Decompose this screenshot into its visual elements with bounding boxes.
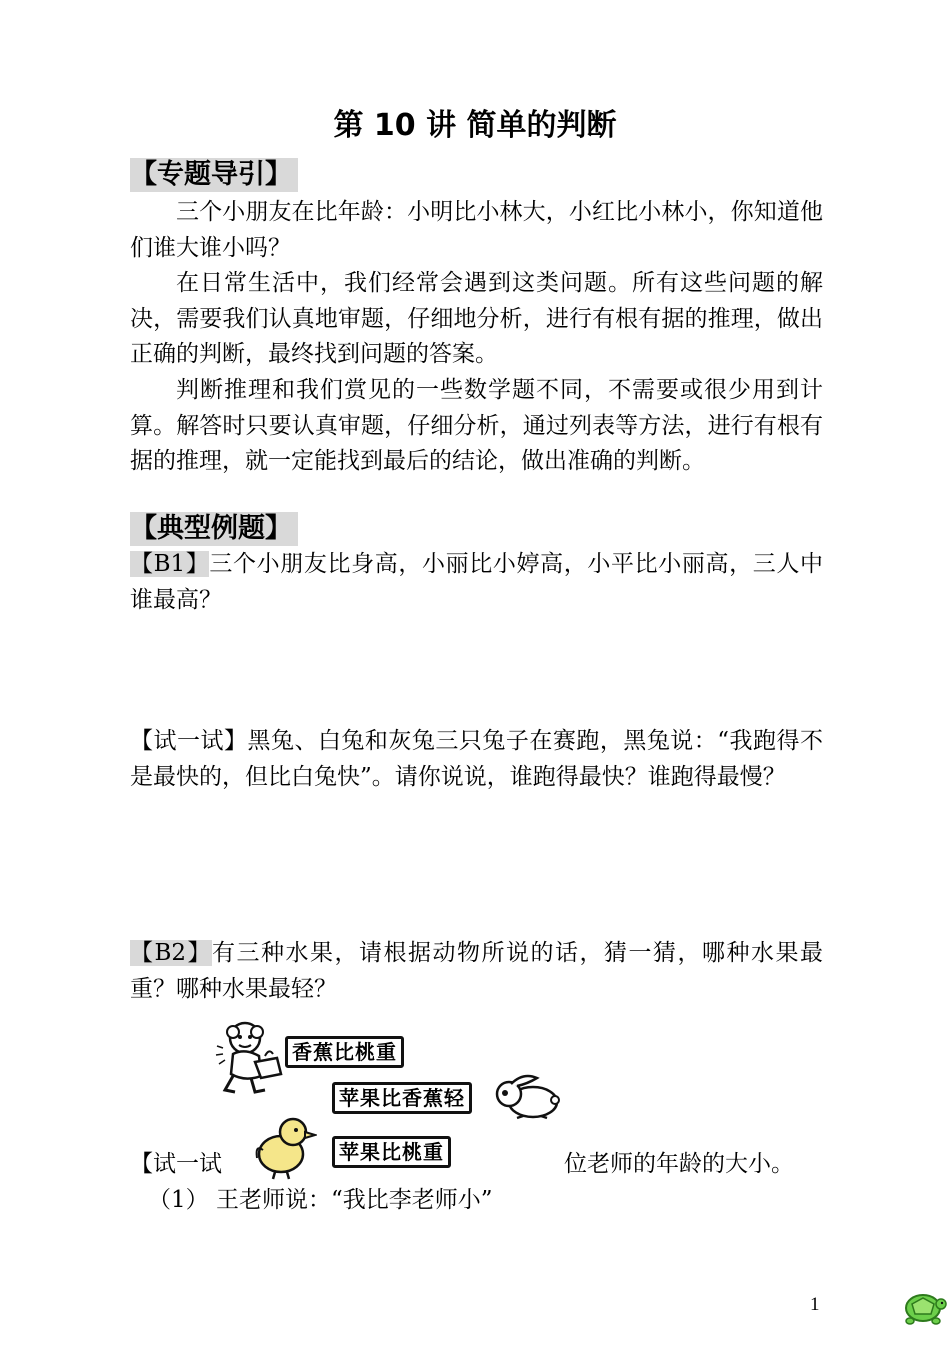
page-title: 第 10 讲 简单的判断 bbox=[333, 108, 617, 143]
speech-sign-2: 苹果比香蕉轻 bbox=[332, 1082, 472, 1114]
example-tag: 【B1】 bbox=[130, 551, 210, 577]
example-b1 bbox=[130, 547, 823, 618]
section-heading-intro: 【专题导引】 bbox=[130, 158, 298, 192]
intro-paragraph-2: 在日常生活中，我们经常会遇到这类问题。所有这些问题的解决，需要我们认真地审题，仔细地分析，进行有根有据的推理，做出正确的判断，最终找到问题的答案。 bbox=[130, 270, 823, 367]
page-number: 1 bbox=[810, 1294, 820, 1315]
speech-sign-1: 香蕉比桃重 bbox=[285, 1036, 404, 1068]
example-text: 三个小朋友比身高，小丽比小婷高，小平比小丽高，三人中谁最高？ bbox=[130, 551, 823, 613]
try-it-1 bbox=[130, 724, 823, 795]
try-it-2 bbox=[130, 1147, 823, 1183]
turtle-logo-icon bbox=[898, 1286, 948, 1328]
example-b2 bbox=[130, 936, 823, 1007]
intro-paragraph-1: 三个小朋友在比年龄：小明比小林大，小红比小林小，你知道他们谁大谁小吗？ bbox=[130, 199, 823, 261]
try-tag: 【试一试】 bbox=[130, 728, 248, 754]
monkey-icon bbox=[215, 1018, 287, 1096]
section-heading-examples: 【典型例题】 bbox=[130, 512, 298, 546]
try-tag: 【试一试 bbox=[130, 1151, 222, 1177]
intro-paragraph-3: 判断推理和我们赏见的一些数学题不同，不需要或很少用到计算。解答时只要认真审题，仔细分析，通过列表等方法，进行有根有据的推理，就一定能找到最后的结论，做出准确的判断。 bbox=[130, 377, 823, 474]
rabbit-icon bbox=[493, 1070, 563, 1122]
try-2-item-1: （1） 王老师说：“我比李老师小” bbox=[148, 1187, 493, 1213]
example-tag: 【B2】 bbox=[130, 940, 213, 966]
try-text: 位老师的年龄的大小。 bbox=[564, 1151, 794, 1177]
try-text: 黑兔、白兔和灰兔三只兔子在赛跑，黑兔说：“我跑得不是最快的，但比白兔快”。请你说说，谁跑得最快？谁跑得最慢？ bbox=[130, 728, 824, 790]
example-text: 有三种水果，请根据动物所说的话，猜一猜，哪种水果最重？哪种水果最轻？ bbox=[130, 940, 823, 1002]
speech-sign-3: 苹果比桃重 bbox=[332, 1136, 451, 1168]
